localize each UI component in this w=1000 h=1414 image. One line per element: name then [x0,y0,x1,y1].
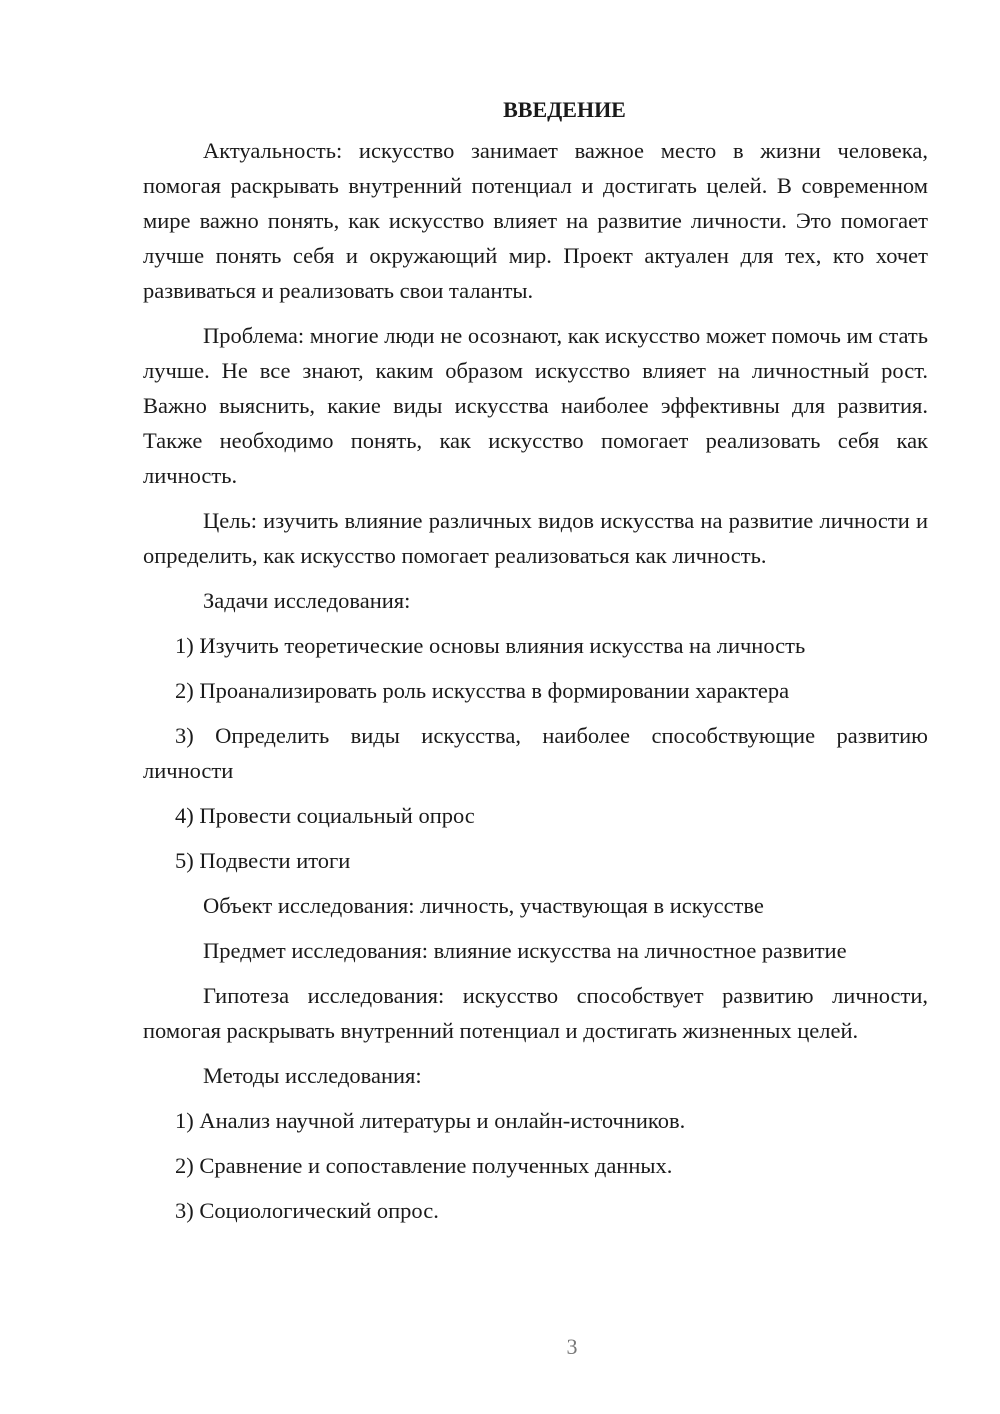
task-item-4: 4) Провести социальный опрос [175,803,475,828]
hypothesis-paragraph: Гипотеза исследования: искусство способствует развитию личности, помогая раскрывать внутренний потенциал и достигать жизненных целей. [143,983,928,1043]
task-item-5: 5) Подвести итоги [175,848,351,873]
section-title: ВВЕДЕНИЕ [503,97,626,122]
problem-paragraph: Проблема: многие люди не осознают, как искусство может помочь им стать лучше. Не все знают, каким образом искусство влияет на личностный рост. Важно выяснить, какие виды искусства наиболее эффективны для развития. Также необходимо понять, как искусство помогает реализовать себя как личность. [143,323,928,488]
relevance-paragraph: Актуальность: искусство занимает важное место в жизни человека, помогая раскрывать внутренний потенциал и достигать целей. В современном мире важно понять, как искусство влияет на развитие личности. Это помогает лучше понять себя и окружающий мир. Проект актуален для тех, кто хочет развиваться и реализовать свои таланты. [143,138,928,303]
method-item-3: 3) Социологический опрос. [175,1198,439,1223]
research-object: Объект исследования: личность, участвующая в искусстве [203,893,764,918]
goal-paragraph: Цель: изучить влияние различных видов искусства на развитие личности и определить, как искусство помогает реализоваться как личность. [143,508,928,568]
methods-heading: Методы исследования: [203,1063,422,1088]
tasks-heading: Задачи исследования: [203,588,411,613]
task-item-2: 2) Проанализировать роль искусства в формировании характера [175,678,790,703]
research-subject: Предмет исследования: влияние искусства на личностное развитие [203,938,847,963]
method-item-1: 1) Анализ научной литературы и онлайн-источников. [175,1108,686,1133]
task-item-1: 1) Изучить теоретические основы влияния искусства на личность [175,633,806,658]
task-item-3: 3) Определить виды искусства, наиболее способствующие развитию личности [143,723,928,783]
document-page [143,92,928,1238]
method-item-2: 2) Сравнение и сопоставление полученных данных. [175,1153,673,1178]
page-number: 3 [566,1334,578,1359]
